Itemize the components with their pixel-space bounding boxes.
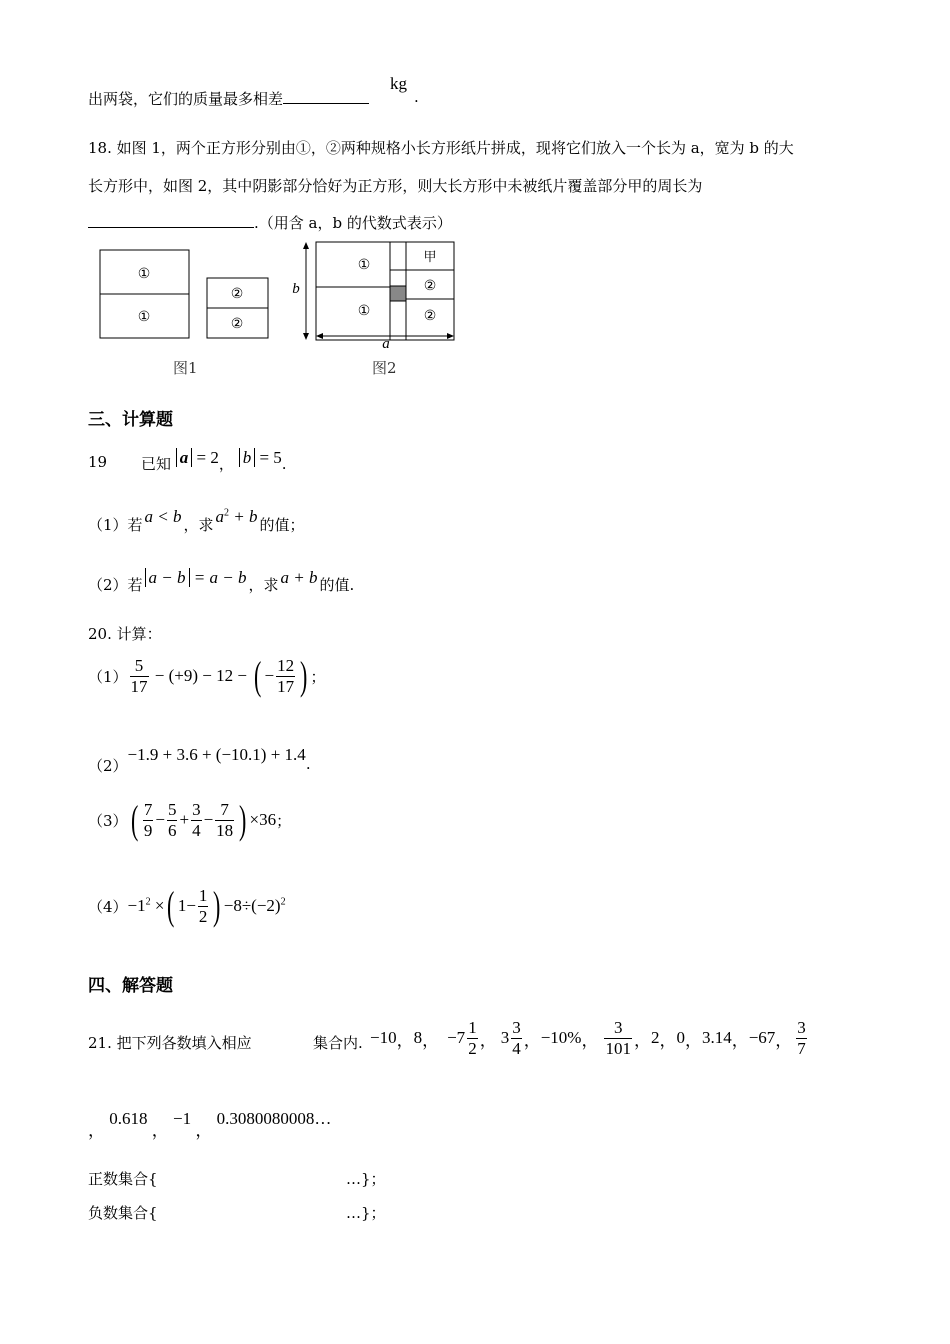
section-4-heading: 四、解答题 [88, 976, 173, 996]
q19-cond2: b = 5 [239, 448, 282, 467]
answer-blank[interactable] [88, 212, 254, 228]
jia-label: 甲 [423, 250, 437, 265]
q18-line2: 长方形中，如图 2，其中阴影部分恰好为正方形，则大长方形中未被纸片覆盖部分甲的周长为 [88, 177, 703, 195]
q20-e2: −1.9 + 3.6 + (−10.1) + 1.4 [127, 745, 306, 764]
q21-numbers-line1: −10 ， 8 ， −7 $\frac{1}{2}$ ， 3 $\frac{3}{4}$ ， −10% ， $\frac{3}{101}$ ， 2 ， 0 ， 3.14 ， −67 ， $\frac{3}{7}$ [370, 1017, 806, 1058]
q19-p1-expr-rest: + b [233, 507, 258, 526]
number: −1 [173, 1109, 192, 1128]
q20-l1: （1） [88, 667, 128, 686]
fig1-caption: 图1 [173, 359, 198, 377]
fig1-mark1-bottom: ① [137, 310, 151, 325]
fig2-mark2-top: ② [423, 279, 437, 294]
q19-p2-label: （2）若 [88, 576, 143, 594]
shaded-square [390, 286, 406, 301]
q20-end3: ； [276, 811, 292, 830]
section-3-heading: 三、计算题 [88, 410, 173, 430]
number: −67 [748, 1028, 776, 1047]
positive-set-end: …}； [346, 1170, 386, 1188]
q19-p2-end: 的值. [319, 576, 355, 594]
q19-cond1: a = 2 [176, 448, 219, 467]
q20-item1 [88, 653, 326, 698]
comma: ， [218, 455, 234, 473]
number: 2 [650, 1028, 660, 1047]
q19-part1 [88, 507, 305, 535]
q20-e1: $\frac{5}{17}$ − (+9) − 12 − ( − $\frac{12}{17}$ ) [130, 653, 308, 698]
q19-known-text: 已知 [141, 455, 172, 473]
q20-end1: ； [310, 667, 326, 686]
q19-p2-expr: a + b [280, 568, 318, 587]
kg-unit: kg [390, 74, 407, 93]
fig1-mark1-top: ① [137, 267, 151, 282]
q19-part2 [88, 568, 355, 595]
number: 3.14 [701, 1028, 732, 1047]
q19-p1-end: 的值； [259, 516, 305, 534]
label-a: a [382, 336, 390, 348]
q20-l2: （2） [88, 757, 128, 775]
fig2-mark1-bottom: ① [357, 304, 371, 319]
q21-intro: 21. 把下列各数填入相应 [88, 1034, 252, 1052]
period: . [414, 88, 419, 106]
fig1-mark2-top: ② [230, 287, 244, 302]
fig2-mark2-bottom: ② [423, 309, 437, 324]
q21-intro2: 集合内. [313, 1034, 363, 1052]
number: −10 [370, 1028, 397, 1047]
number: 0.3080080008… [216, 1109, 332, 1128]
number: −10% [540, 1028, 582, 1047]
q19-p1-expr: $a^2 + b$ [215, 507, 258, 526]
q19-num: 19 [88, 453, 108, 471]
q19-p2-cond-rhs: = a − b [193, 568, 247, 587]
q19-cond2-rhs: = 5 [259, 448, 282, 467]
q21-numbers-line2: ， 0.618 ， −1 ， 0.3080080008… [88, 1109, 332, 1140]
q20-e3: ( $\frac{7}{9}$ − $\frac{5}{6}$ + $\frac{3}{4}$ − $\frac{7}{18}$ ) ×36 [130, 797, 277, 842]
frac-3-101: $\frac{3}{101}$ [605, 1017, 631, 1058]
q17-tail [88, 88, 369, 109]
figures [90, 238, 470, 348]
label-b: b [292, 281, 300, 297]
number: 8 [413, 1028, 423, 1047]
negative-set-end: …}； [346, 1204, 386, 1222]
fig1-mark2-bottom: ② [230, 317, 244, 332]
mixed-3-3-4: 3 $\frac{3}{4}$ [500, 1017, 521, 1058]
q20-l3: （3） [88, 811, 128, 830]
mixed-neg-7-1-2: −7 $\frac{1}{2}$ [447, 1017, 477, 1058]
q19-cond1-rhs: = 2 [196, 448, 219, 467]
q19-p1-label: （1）若 [88, 516, 143, 534]
q18-line1: 18. 如图 1，两个正方形分别由①，②两种规格小长方形纸片拼成，现将它们放入一个长为 a，宽为 b 的大 [88, 139, 794, 157]
fig2-mark1-top: ① [357, 258, 371, 273]
number: 0 [676, 1028, 685, 1047]
period: . [281, 455, 287, 473]
q19-p2-cond: a − b = a − b [143, 568, 249, 587]
q20-item3 [88, 797, 292, 842]
q20-end2: . [305, 755, 311, 773]
negative-set-label: 负数集合{ [88, 1204, 158, 1222]
q17-text: 出两袋，它们的质量最多相差 [88, 90, 284, 108]
q19-p2-mid: ，求 [248, 576, 279, 594]
fig2-caption: 图2 [372, 359, 397, 377]
q20-e4: $-1^2$ × ( 1− $\frac{1}{2}$ ) $-8\div(-2)^2$ [127, 883, 286, 928]
q19-known [141, 448, 287, 474]
q19-p1-mid: ，求 [183, 516, 214, 534]
q20-title: 20. 计算： [88, 625, 162, 643]
positive-set-label: 正数集合{ [88, 1170, 158, 1188]
q19-p1-cond: a < b [144, 507, 182, 526]
q18-line3 [88, 212, 452, 233]
q20-item2 [88, 745, 311, 776]
q20-item4 [88, 883, 286, 928]
q18-line3-text: .（用含 a，b 的代数式表示） [254, 214, 452, 232]
answer-blank[interactable] [283, 88, 369, 104]
number: 0.618 [109, 1109, 148, 1128]
frac-3-7: $\frac{3}{7}$ [797, 1017, 806, 1058]
q20-l4: （4） [88, 897, 128, 916]
